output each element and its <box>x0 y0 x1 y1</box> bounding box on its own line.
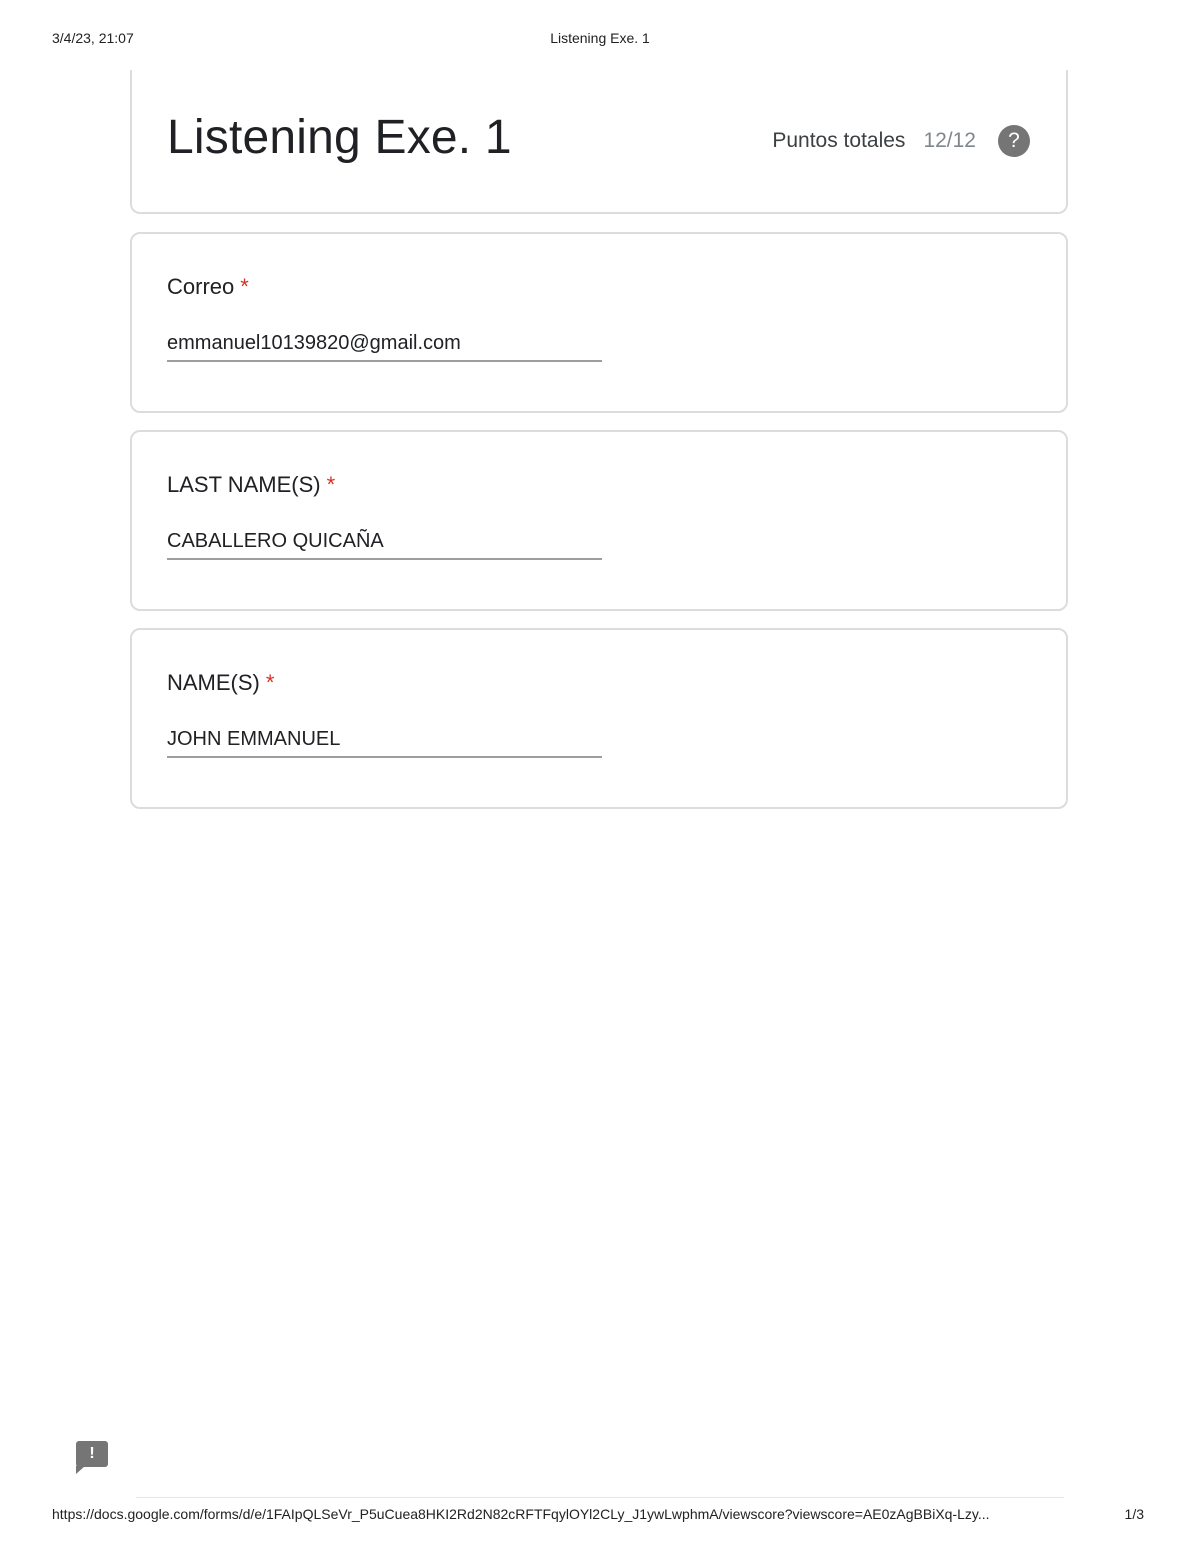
footer-divider <box>136 1497 1064 1498</box>
required-asterisk: * <box>240 274 249 299</box>
name-answer-field[interactable]: JOHN EMMANUEL <box>167 726 602 758</box>
print-title: Listening Exe. 1 <box>550 30 650 46</box>
help-icon[interactable]: ? <box>998 125 1030 157</box>
form-title: Listening Exe. 1 <box>167 111 512 164</box>
feedback-icon[interactable]: ! <box>76 1441 108 1467</box>
score-value: 12/12 <box>923 129 976 152</box>
print-page-number: 1/3 <box>1124 1506 1144 1522</box>
question-label <box>167 274 249 300</box>
score-label: Puntos totales <box>772 129 906 152</box>
required-asterisk: * <box>326 472 336 497</box>
question-card-name <box>130 628 1068 809</box>
question-label <box>167 472 335 498</box>
question-card-last-name <box>130 430 1068 611</box>
print-header <box>52 30 1148 50</box>
email-answer-field[interactable]: emmanuel10139820@gmail.com <box>167 330 602 362</box>
required-asterisk: * <box>265 670 275 695</box>
total-score <box>772 124 1030 158</box>
print-url: https://docs.google.com/forms/d/e/1FAIpQLSeVr_P5uCuea8HKI2Rd2N82cRFTFqylOYl2CLy_J1ywLwphmA/viewscore?viewscore=AE0zAgBBiXq-Lzy... <box>52 1506 990 1522</box>
question-label-text: Correo <box>167 274 235 299</box>
question-label-text: NAME(S) <box>167 670 260 695</box>
print-footer <box>52 1506 1148 1526</box>
last-name-answer-field[interactable]: CABALLERO QUICAÑA <box>167 528 602 560</box>
question-card-email <box>130 232 1068 413</box>
question-label-text: LAST NAME(S) <box>167 472 321 497</box>
form-header-card <box>130 70 1068 214</box>
question-label <box>167 670 274 696</box>
print-date: 3/4/23, 21:07 <box>52 30 134 46</box>
